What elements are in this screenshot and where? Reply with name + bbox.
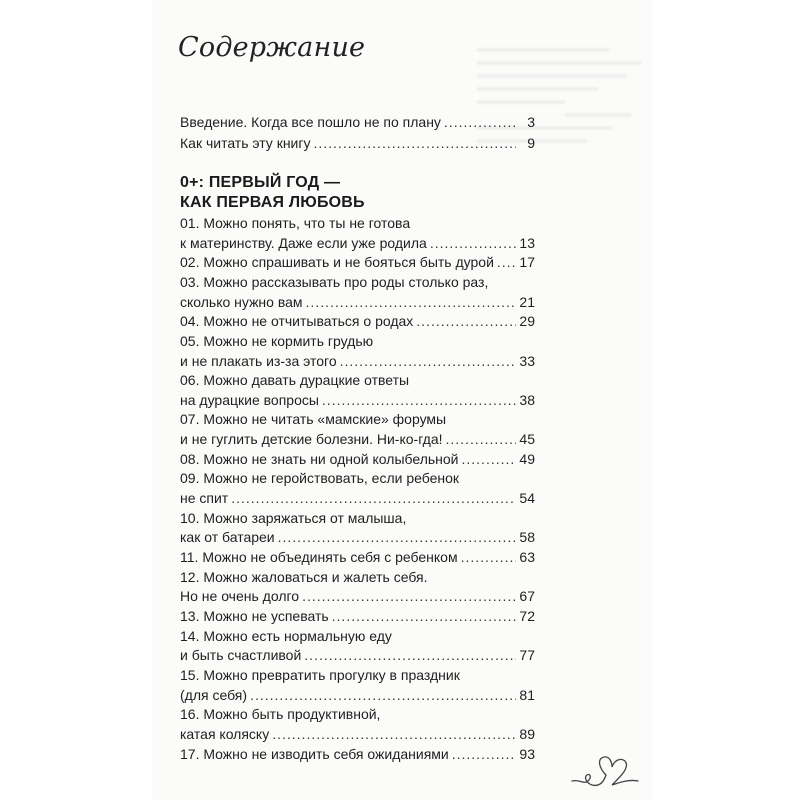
entry-text: 01. Можно понять, что ты не готова: [180, 215, 411, 231]
dot-leader: [250, 685, 516, 705]
toc-entry-line: [180, 390, 535, 410]
toc-entry-line: [180, 370, 535, 390]
page-number: 58: [519, 529, 535, 545]
entry-text: 12. Можно жаловаться и жалеть себя.: [180, 569, 428, 585]
entry-text: 07. Можно не читать «мамские» форумы: [180, 411, 447, 427]
dot-leader: [306, 292, 516, 312]
toc-entry-line: [180, 567, 535, 587]
dot-leader: [462, 449, 517, 469]
page-number: 54: [519, 490, 535, 506]
entry-text: сколько нужно вам: [180, 294, 303, 310]
entry-text: Как читать эту книгу: [180, 135, 311, 151]
toc-entry-line: [180, 645, 535, 665]
toc-entry-line: [180, 508, 535, 528]
dot-leader: [302, 586, 516, 606]
dot-leader: [452, 744, 516, 764]
entry-text: 09. Можно не геройствовать, если ребенок: [180, 470, 460, 486]
entry-text: и не плакать из-за этого: [180, 353, 337, 369]
entry-text: и не гуглить детские болезни. Ни-ко-гда!: [180, 431, 443, 447]
dot-leader: [231, 488, 516, 508]
entry-text: (для себя): [180, 687, 248, 703]
page-number: 77: [519, 647, 535, 663]
page-number: 81: [519, 687, 535, 703]
page-number: 49: [519, 451, 535, 467]
toc-entry-line: [180, 449, 535, 469]
entry-text: 11. Можно не объединять себя с ребенком: [180, 549, 458, 565]
dot-leader: [332, 606, 516, 626]
entry-text: Но не очень долго: [180, 588, 300, 604]
page-number: 3: [527, 114, 535, 130]
dot-leader: [444, 112, 516, 132]
entry-text: 06. Можно давать дурацкие ответы: [180, 372, 410, 388]
entry-text: 15. Можно превратить прогулку в праздник: [180, 667, 460, 683]
entry-text: Введение. Когда все пошло не по плану: [180, 114, 441, 130]
page-number: 17: [519, 254, 535, 270]
toc-entry-line: [180, 429, 535, 449]
toc-entry-line: [180, 704, 535, 724]
toc-entry-line: [180, 547, 535, 567]
toc-entry-line: [180, 527, 535, 547]
toc-entry-line: [180, 724, 535, 744]
entry-text: 17. Можно не изводить себя ожиданиями: [180, 746, 449, 762]
toc-entry-line: [180, 665, 535, 685]
toc-entry-line: [180, 351, 535, 371]
dot-leader: [416, 311, 516, 331]
page-number: 13: [519, 235, 535, 251]
dot-leader: [278, 527, 516, 547]
dot-leader: [304, 645, 516, 665]
page-number: 72: [519, 608, 535, 624]
page-number: 21: [519, 294, 535, 310]
entry-text: катая коляску: [180, 726, 270, 742]
dot-leader: [272, 724, 516, 744]
entry-text: 13. Можно не успевать: [180, 608, 329, 624]
dot-leader: [322, 390, 516, 410]
page-number: 9: [527, 135, 535, 151]
entry-text: 08. Можно не знать ни одной колыбельной: [180, 451, 459, 467]
entry-text: 02. Можно спрашивать и не бояться быть дурой: [180, 254, 494, 270]
toc-entry-line: [180, 606, 535, 626]
toc-entry-line: [180, 488, 535, 508]
dot-leader: [313, 133, 516, 153]
dot-leader: [340, 351, 516, 371]
entry-text: 14. Можно есть нормальную еду: [180, 628, 392, 644]
entry-text: 10. Можно заряжаться от малыша,: [180, 510, 407, 526]
page-number: 38: [519, 392, 535, 408]
toc-entry-line: [180, 213, 535, 233]
toc-entry-line: [180, 685, 535, 705]
entry-text: 16. Можно быть продуктивной,: [180, 706, 381, 722]
page-number: 89: [519, 726, 535, 742]
page-number: 45: [519, 431, 535, 447]
toc-entry-line: [180, 331, 535, 351]
entry-text: как от батареи: [180, 529, 275, 545]
entry-text: на дурацкие вопросы: [180, 392, 319, 408]
entry-text: и быть счастливой: [180, 647, 302, 663]
toc-entry-line: [180, 744, 535, 764]
toc-entry-line: [180, 272, 535, 292]
entry-text: 04. Можно не отчитываться о родах: [180, 313, 414, 329]
toc-intro-line: [180, 112, 535, 132]
dot-leader: [461, 547, 516, 567]
toc-heading: Содержание: [178, 32, 366, 63]
toc-entry-line: [180, 468, 535, 488]
entry-text: 03. Можно рассказывать про роды столько раз,: [180, 274, 489, 290]
section-title-line-2: КАК ПЕРВАЯ ЛЮБОВЬ: [180, 194, 365, 211]
toc-entry-line: [180, 586, 535, 606]
dot-leader: [446, 429, 516, 449]
hearts-doodle-icon: [570, 745, 640, 795]
page-number: 67: [519, 588, 535, 604]
toc-entry-line: [180, 292, 535, 312]
dot-leader: [430, 233, 516, 253]
entry-text: 05. Можно не кормить грудью: [180, 333, 374, 349]
page-number: 33: [519, 353, 535, 369]
dot-leader: [497, 252, 516, 272]
page-number: 29: [519, 313, 535, 329]
toc-intro-line: [180, 133, 535, 153]
toc-entry-line: [180, 409, 535, 429]
toc-entry-line: [180, 252, 535, 272]
entry-text: не спит: [180, 490, 229, 506]
page-number: 93: [519, 746, 535, 762]
section-title-line-1: 0+: ПЕРВЫЙ ГОД —: [180, 174, 341, 191]
toc-entry-line: [180, 311, 535, 331]
toc-entry-line: [180, 626, 535, 646]
page-number: 63: [519, 549, 535, 565]
entry-text: к материнству. Даже если уже родила: [180, 235, 427, 251]
toc-entry-line: [180, 233, 535, 253]
